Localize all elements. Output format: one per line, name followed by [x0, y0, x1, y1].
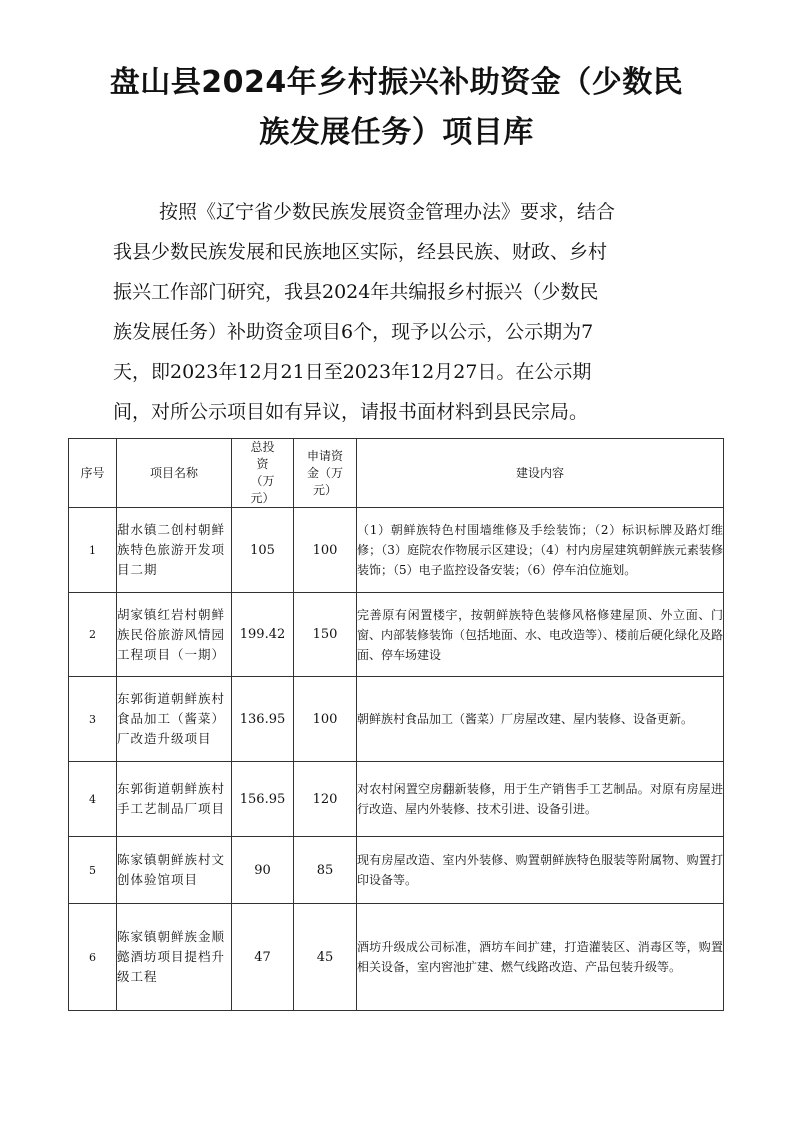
- table-row: [69, 837, 724, 904]
- cell-applied: 150: [294, 593, 357, 677]
- cell-total: 199.42: [232, 593, 294, 677]
- cell-content: 现有房屋改造、室内外装修、购置朝鲜族特色服装等附属物、购置打印设备等。: [357, 837, 724, 904]
- cell-content: 对农村闲置空房翻新装修，用于生产销售手工艺制品。对原有房屋进行改造、屋内外装修、技术引进、设备引进。: [357, 762, 724, 837]
- cell-total: 156.95: [232, 762, 294, 837]
- document-title: [60, 58, 733, 158]
- table-row: [69, 508, 724, 593]
- header-total: 总投资（万元）: [232, 439, 294, 508]
- cell-name: 甜水镇二创村朝鲜族特色旅游开发项目二期: [117, 508, 232, 593]
- cell-applied: 120: [294, 762, 357, 837]
- intro-line: 按照《辽宁省少数民族发展资金管理办法》要求，结合: [159, 201, 616, 223]
- header-no: 序号: [69, 439, 117, 508]
- intro-line: 天，即2023年12月21日至2023年12月27日。在公示期: [113, 361, 592, 383]
- intro-paragraph: [113, 192, 683, 432]
- cell-content: （1）朝鲜族特色村围墙维修及手绘装饰；（2）标识标牌及路灯维修；（3）庭院农作物展示区建设；（4）村内房屋建筑朝鲜族元素装修装饰；（5）电子监控设备安装；（6）停车泊位施划。: [357, 508, 724, 593]
- cell-name: 陈家镇朝鲜族村文创体验馆项目: [117, 837, 232, 904]
- cell-no: 2: [69, 593, 117, 677]
- table-row: [69, 677, 724, 762]
- cell-name: 陈家镇朝鲜族金顺懿酒坊项目提档升级工程: [117, 904, 232, 1011]
- cell-no: 6: [69, 904, 117, 1011]
- header-name: 项目名称: [117, 439, 232, 508]
- cell-name: 东郭街道朝鲜族村手工艺制品厂项目: [117, 762, 232, 837]
- cell-total: 47: [232, 904, 294, 1011]
- cell-total: 105: [232, 508, 294, 593]
- intro-line: 振兴工作部门研究，我县2024年共编报乡村振兴（少数民: [113, 281, 599, 303]
- header-applied: 申请资金（万元）: [294, 439, 357, 508]
- cell-content: 朝鲜族村食品加工（酱菜）厂房屋改建、屋内装修、设备更新。: [357, 677, 724, 762]
- cell-total: 136.95: [232, 677, 294, 762]
- title-line-1: 盘山县2024年乡村振兴补助资金（少数民: [109, 65, 684, 100]
- cell-total: 90: [232, 837, 294, 904]
- cell-no: 5: [69, 837, 117, 904]
- cell-applied: 100: [294, 677, 357, 762]
- cell-no: 4: [69, 762, 117, 837]
- cell-content: 完善原有闲置楼宇，按朝鲜族特色装修风格修建屋顶、外立面、门窗、内部装修装饰（包括地面、水、电改造等）、楼前后硬化绿化及路面、停车场建设: [357, 593, 724, 677]
- cell-applied: 85: [294, 837, 357, 904]
- project-table: [68, 438, 724, 1011]
- header-content: 建设内容: [357, 439, 724, 508]
- cell-applied: 45: [294, 904, 357, 1011]
- table-row: [69, 762, 724, 837]
- cell-content: 酒坊升级成公司标准，酒坊车间扩建，打造灌装区、消毒区等，购置相关设备，室内窖池扩建、燃气线路改造、产品包装升级等。: [357, 904, 724, 1011]
- cell-no: 3: [69, 677, 117, 762]
- cell-applied: 100: [294, 508, 357, 593]
- cell-no: 1: [69, 508, 117, 593]
- intro-line: 我县少数民族发展和民族地区实际，经县民族、财政、乡村: [113, 241, 608, 263]
- intro-line: 族发展任务）补助资金项目6个，现予以公示，公示期为7: [113, 321, 594, 343]
- intro-line: 间，对所公示项目如有异议，请报书面材料到县民宗局。: [113, 401, 589, 423]
- cell-name: 东郭街道朝鲜族村食品加工（酱菜）厂改造升级项目: [117, 677, 232, 762]
- title-line-2: 族发展任务）项目库: [259, 115, 534, 150]
- table-row: [69, 593, 724, 677]
- cell-name: 胡家镇红岩村朝鲜族民俗旅游风情园工程项目（一期）: [117, 593, 232, 677]
- table-row: [69, 904, 724, 1011]
- table-header-row: [69, 439, 724, 508]
